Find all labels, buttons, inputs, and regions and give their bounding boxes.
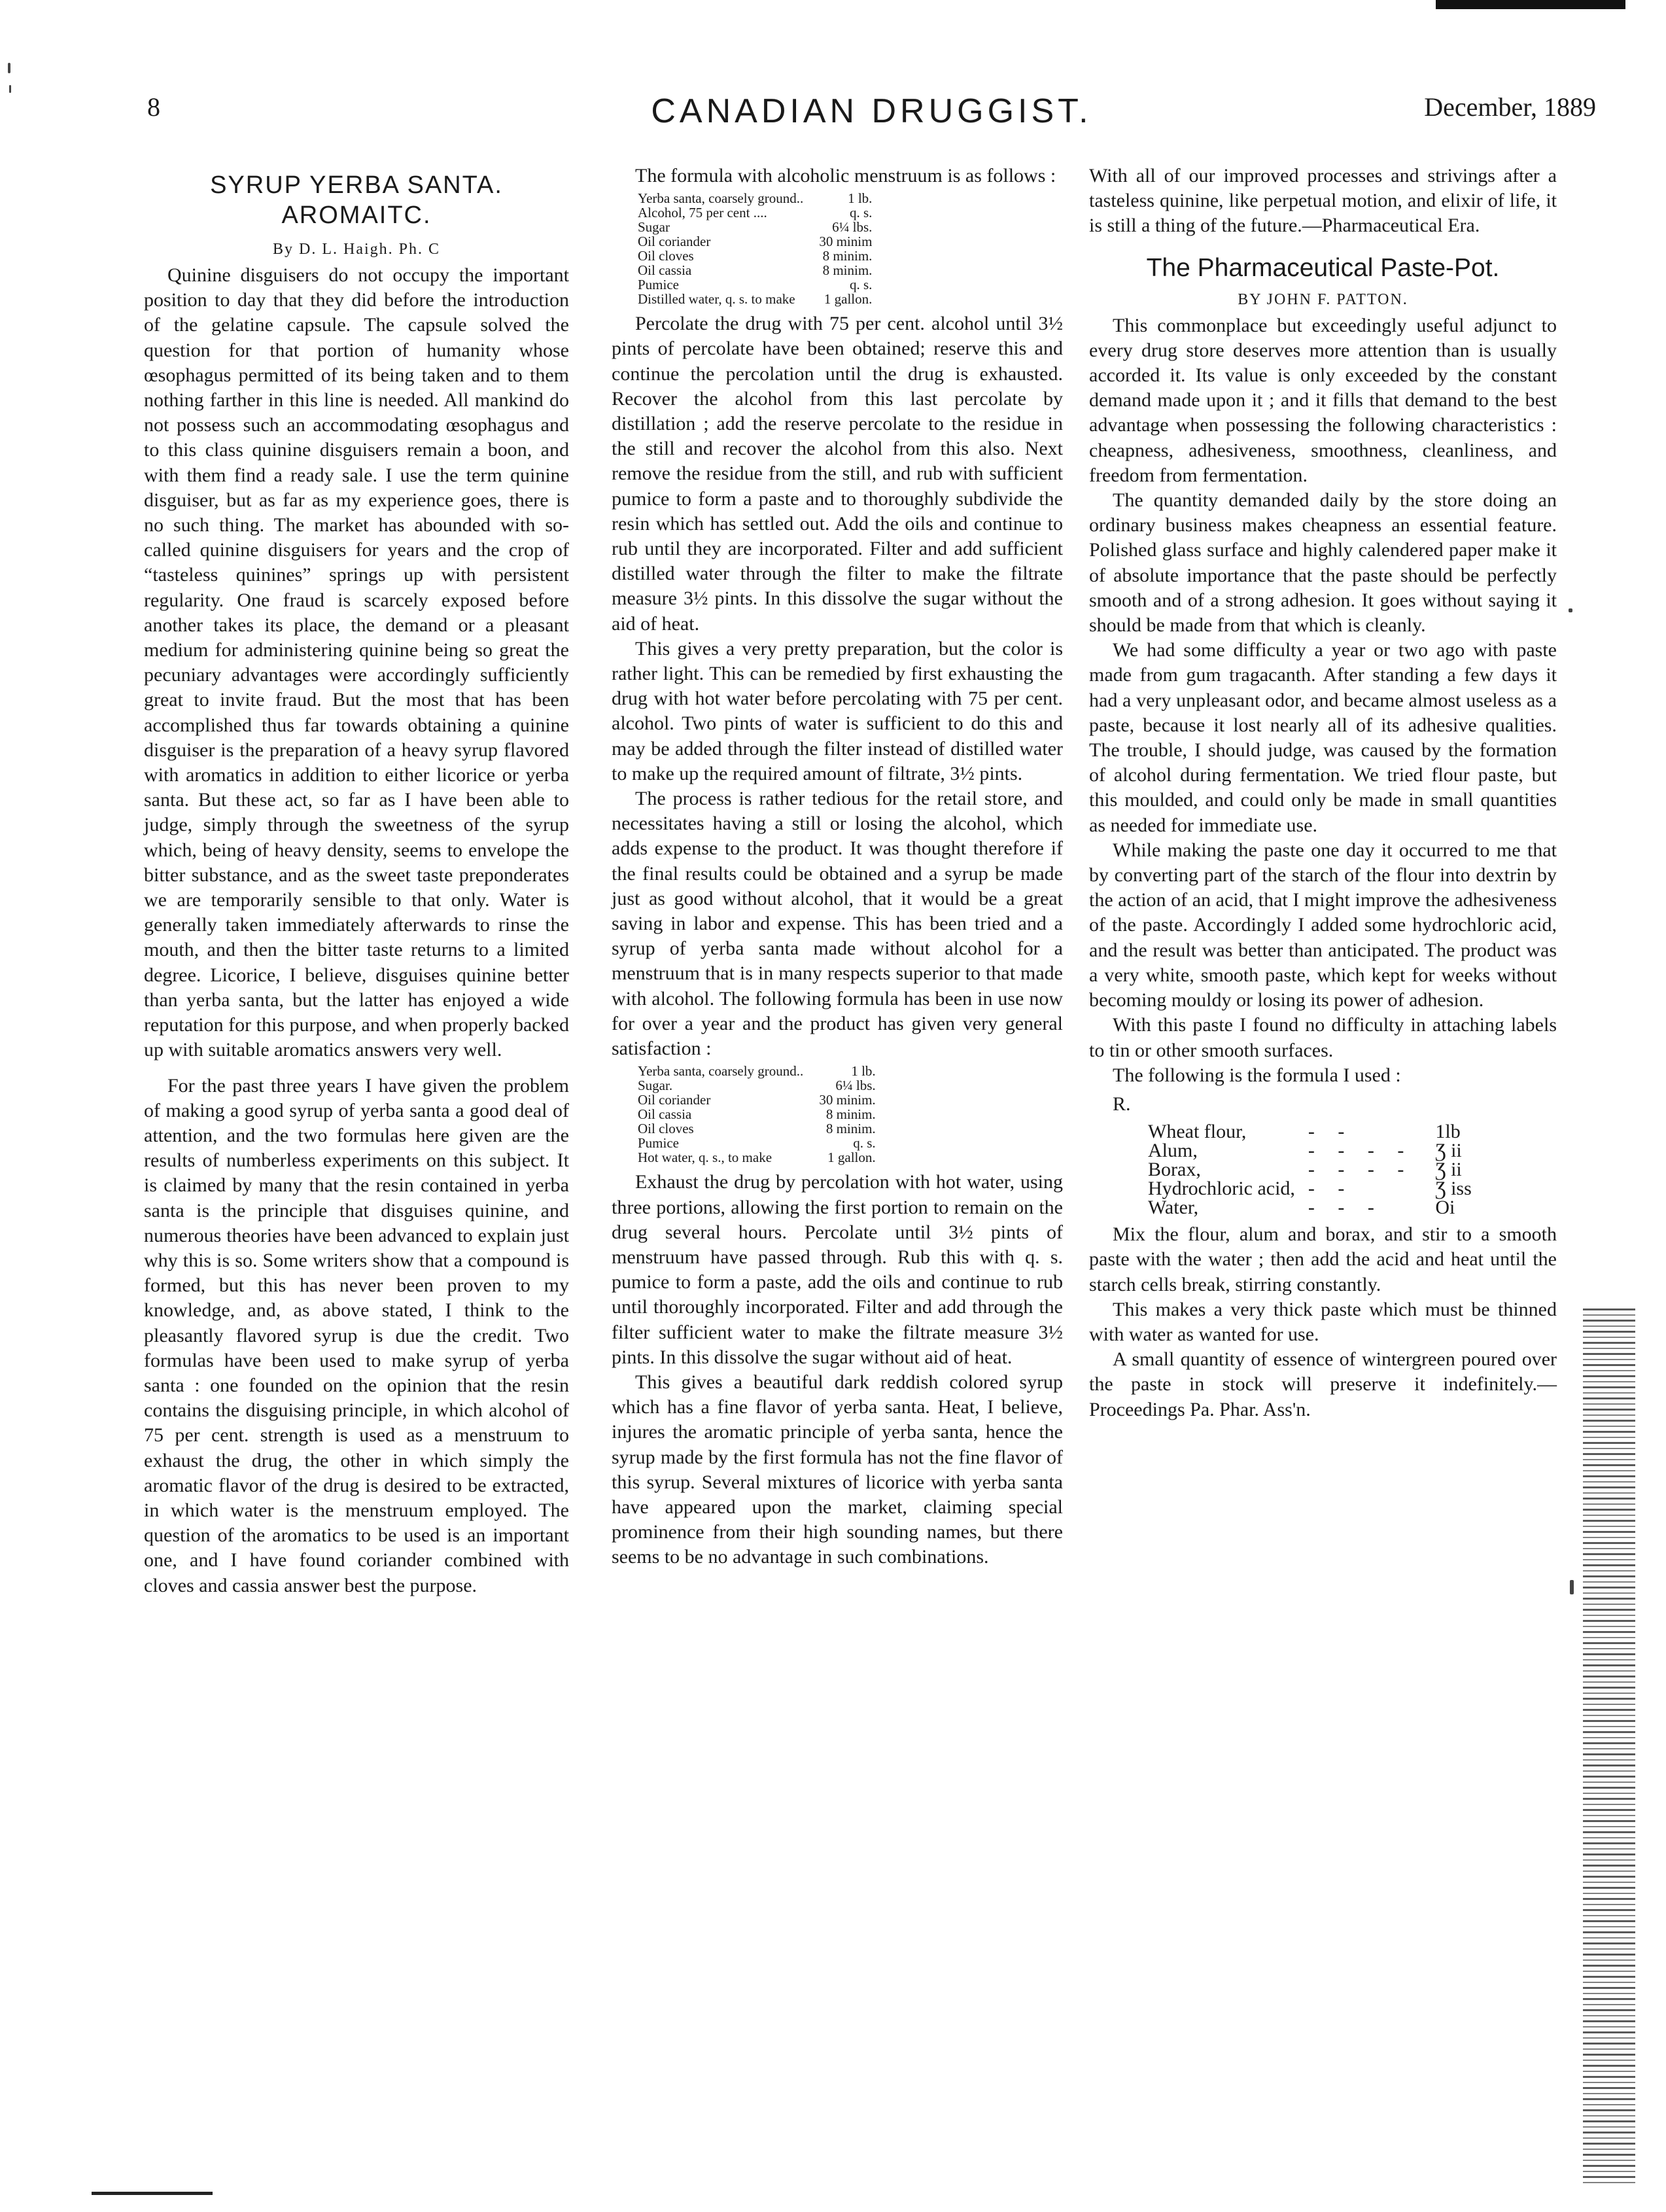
issue-date: December, 1889 xyxy=(1424,92,1596,122)
formula-qty: 1 gallon. xyxy=(824,291,873,307)
formula-item: Oil cassia xyxy=(638,1106,692,1123)
formula-item: Alum, xyxy=(1148,1140,1198,1162)
formula-row xyxy=(1148,1179,1472,1198)
formula-qty: 1 lb. xyxy=(851,1063,876,1080)
formula-qty: q. s. xyxy=(853,1135,876,1151)
column-3 xyxy=(1089,164,1557,1422)
article-byline: By D. L. Haigh. Ph. C xyxy=(272,241,440,258)
article-paragraph: While making the paste one day it occurred to me that by converting part of the starch of the flour into dextrin by the action of an acid, that I might improve the adhesiveness of the paste. Accordingly I added some hydrochloric acid, and the result was better than anticipated. The product was a very white, smooth paste, which kept for weeks without becoming mouldy or losing its power of adhesion. xyxy=(1089,839,1557,1011)
formula-leader: - - - xyxy=(1308,1197,1383,1219)
margin-speck xyxy=(1570,1580,1574,1594)
formula-row xyxy=(638,205,872,220)
formula-row xyxy=(638,1078,876,1093)
article-paragraph: The formula with alcoholic menstruum is as follows : xyxy=(635,165,1056,186)
formula-row xyxy=(1148,1160,1472,1179)
formula-row xyxy=(638,234,872,249)
column-1 xyxy=(144,164,569,1598)
formula-item: Water, xyxy=(1148,1197,1199,1219)
formula-qty: 1 lb. xyxy=(848,190,873,207)
formula-item: Borax, xyxy=(1148,1159,1201,1181)
formula-item: Sugar xyxy=(638,219,670,236)
bottom-rule xyxy=(92,2192,213,2195)
article-paragraph: The process is rather tedious for the retail store, and necessitates having a still or losing the alcohol, which adds expense to the product. It was thought therefore if the final results could be obtained and a syrup be made just as good without alcohol, that it would be a great saving in labor and expense. This has been tried and a syrup of yerba santa made without alcohol for a menstruum that is in many respects superior to that made with alcohol. The following formula has been in use now for over a year and the product has given very general satisfaction : xyxy=(612,788,1063,1060)
formula-leader: - - xyxy=(1308,1178,1354,1200)
formula-qty: 1lb xyxy=(1435,1121,1461,1143)
scan-edge-noise xyxy=(1583,1308,1635,2185)
formula-item: Hydrochloric acid, xyxy=(1148,1178,1295,1200)
recipe-symbol: R. xyxy=(1113,1093,1131,1115)
formula-row xyxy=(638,1107,876,1121)
formula-qty: 1 gallon. xyxy=(827,1150,876,1166)
page-header xyxy=(147,92,1596,144)
formula-item: Hot water, q. s., to make xyxy=(638,1150,772,1166)
formula-item: Oil coriander xyxy=(638,1092,711,1108)
formula-row xyxy=(638,220,872,234)
formula-item: Pumice xyxy=(638,1135,679,1151)
article-paragraph: Quinine disguisers do not occupy the important position to day that they did before the introduction of the gelatine capsule. The capsule solved the question for that portion of humanity whose œsophagus permitted of its being taken and to them nothing farther in this line is needed. All mankind do not possess such an accommodating œsophagus and to this class quinine disguisers remain a boon, and with them find a ready sale. I use the term quinine disguiser, but as far as my experience goes, there is no such thing. The market has abounded with so-called quinine disguisers for years and the crop of “tasteless quinines” springs up with persistent regularity. One fraud is scarcely exposed before another takes its place, the demand or a pleasant medium for administering quinine being so great the pecuniary advantages were accordingly sufficiently great to invite fraud. But the most that has been accomplished thus far towards obtaining a quinine disguiser is the preparation of a heavy syrup flavored with aromatics in addition to either licorice or yerba santa. But these act, so far as I have been able to judge, simply through the sweetness of the syrup which, being of heavy density, seems to envelope the bitter substance, and as the sweet taste preponderates we are temporarily sensible to that only. Water is generally taken immediately afterwards to rinse the mouth, and then the bitter taste returns to a limited degree. Licorice, I believe, disguises quinine better than yerba santa, but the latter has enjoyed a wide reputation for this purpose, and when properly backed up with suitable aromatics answers very well. xyxy=(144,264,569,1061)
article-paragraph: With this paste I found no difficulty in attaching labels to tin or other smooth surfaces. xyxy=(1089,1014,1557,1061)
formula-row xyxy=(638,1150,876,1165)
article-paragraph: Percolate the drug with 75 per cent. alcohol until 3½ pints of percolate have been obtained; reserve this and continue the percolation until the drug is exhausted. Recover the alcohol from this last percolate by distillation ; add the reserve percolate to the residue in the still and recover the alcohol from this also. Next remove the residue from the still, and rub with sufficient pumice to form a paste and to thoroughly subdivide the resin which has settled out. Add the oils and continue to rub until they are incorporated. Filter and add sufficient distilled water through the filter to make the filtrate measure 3½ pints. In this dissolve the sugar without the aid of heat. xyxy=(612,313,1063,635)
formula-qty: 6¼ lbs. xyxy=(832,219,873,236)
formula-row xyxy=(638,263,872,277)
article-paragraph: This gives a very pretty preparation, but the color is rather light. This can be remedied by first exhausting the drug with hot water before percolating with 75 per cent. alcohol. Two pints of water is sufficient to do this and may be added through the filter instead of distilled water to make up the required amount of filtrate, 3½ pints. xyxy=(612,637,1063,784)
formula-row xyxy=(1148,1141,1472,1160)
formula-qty: 8 minim. xyxy=(822,262,873,279)
formula-row xyxy=(1148,1198,1472,1217)
formula-row xyxy=(1148,1122,1472,1141)
formula-item: Alcohol, 75 per cent .... xyxy=(638,205,767,221)
margin-speck xyxy=(8,63,10,73)
formula-item: Pumice xyxy=(638,277,679,293)
article-paragraph: Exhaust the drug by percolation with hot water, using three portions, allowing the first portion to remain on the drug several hours. Percolate until 3½ pints of menstruum have passed through. Rub this with q. s. pumice to form a paste, add the oils and continue to rub until thoroughly incorporated. Filter and add through the filter sufficient water to make the filtrate measure 3½ pints. In this dissolve the sugar without aid of heat. xyxy=(612,1171,1063,1368)
formula-qty: 8 minim. xyxy=(825,1106,876,1123)
page-number: 8 xyxy=(147,92,160,122)
formula-qty: 6¼ lbs. xyxy=(835,1078,876,1094)
article-paragraph: This gives a beautiful dark reddish colored syrup which has a fine flavor of yerba santa. Heat, I believe, injures the aromatic principle of yerba santa, hence the syrup made by the first formula has not the fine flavor of this syrup. Several mixtures of licorice with yerba santa have appeared upon the market, claiming special prominence from their high sounding names, but there seems to be no advantage in such combinations. xyxy=(612,1371,1063,1568)
article-byline: BY JOHN F. PATTON. xyxy=(1238,290,1408,308)
article-paragraph: This makes a very thick paste which must be thinned with water as wanted for use. xyxy=(1089,1298,1557,1345)
margin-speck xyxy=(1569,608,1572,612)
formula-item: Yerba santa, coarsely ground.. xyxy=(638,1063,804,1080)
formula-item: Oil cloves xyxy=(638,1121,694,1137)
formula-qty: Ʒ ii xyxy=(1435,1140,1462,1162)
article-title-syrup-yerba-santa: SYRUP YERBA SANTA. AROMAITC. xyxy=(210,171,503,229)
formula-qty: 30 minim. xyxy=(819,1092,876,1108)
formula-row xyxy=(638,277,872,292)
formula-water-menstruum xyxy=(638,1064,876,1165)
formula-item: Distilled water, q. s. to make xyxy=(638,291,795,307)
formula-leader: - - - - xyxy=(1308,1159,1414,1181)
article-paragraph: The quantity demanded daily by the store doing an ordinary business makes cheapness an essential feature. Polished glass surface and highly calendered paper make it of absolute importance that the paste should be perfectly smooth and of a strong adhesion. It goes without saying it should be made from that which is cleanly. xyxy=(1089,489,1557,637)
formula-qty: 30 minim xyxy=(819,234,873,250)
formula-row xyxy=(638,1136,876,1150)
top-edge-bar xyxy=(1436,0,1625,9)
formula-item: Sugar. xyxy=(638,1078,673,1094)
formula-item: Oil cassia xyxy=(638,262,692,279)
formula-row xyxy=(638,249,872,263)
formula-leader: - - xyxy=(1308,1121,1354,1143)
article-paragraph: Mix the flour, alum and borax, and stir to a smooth paste with the water ; then add the acid and heat until the starch cells break, stirring constantly. xyxy=(1089,1223,1557,1295)
formula-row xyxy=(638,292,872,306)
formula-qty: Ʒ ii xyxy=(1435,1159,1462,1181)
formula-item: Yerba santa, coarsely ground.. xyxy=(638,190,804,207)
paste-formula xyxy=(1148,1122,1472,1217)
article-paragraph-continued: With all of our improved processes and strivings after a tasteless quinine, like perpetual motion, and elixir of life, it is still a thing of the future.—Pharmaceutical Era. xyxy=(1089,165,1557,237)
formula-qty: q. s. xyxy=(849,277,873,293)
formula-qty: 8 minim. xyxy=(825,1121,876,1137)
formula-qty: Ʒ iss xyxy=(1435,1178,1472,1200)
margin-speck xyxy=(9,85,11,93)
journal-title: CANADIAN DRUGGIST. xyxy=(651,92,1092,130)
column-2 xyxy=(612,164,1063,1570)
formula-row xyxy=(638,1093,876,1107)
article-paragraph: This commonplace but exceedingly useful adjunct to every drug store deserves more attention than is usually accorded it. Its value is only exceeded by the constant demand made upon it ; and it fills that demand to the best advantage when possessing the following characteristics : cheapness, adhesiveness, smoothness, cleanliness, and freedom from fermentation. xyxy=(1089,314,1557,486)
article-paragraph: For the past three years I have given the problem of making a good syrup of yerba santa a good deal of attention, and the two formulas here given are the results of numberless experiments on this subject. It is claimed by many that the resin contained in yerba santa is the principle that disguises quinine, and numerous theories have been advanced to explain just why this is so. Some writers show that a compound is formed, but this has never been proven to my knowledge, and, as above stated, I think to the pleasantly flavored syrup is due the credit. Two formulas have been used to make syrup of yerba santa : one founded on the opinion that the resin contains the disguising principle, in which alcohol of 75 per cent. strength is used as a menstruum to exhaust the drug, the other in which simply the aromatic flavor of the drug is desired to be extracted, in which water is the menstruum employed. The question of the aromatics to be used is an important one, and I have found coriander combined with cloves and cassia answer best the purpose. xyxy=(144,1074,569,1596)
formula-row xyxy=(638,1064,876,1078)
formula-qty: 8 minim. xyxy=(822,248,873,264)
article-paragraph: A small quantity of essence of wintergreen poured over the paste in stock will preserve it indefinitely.—Proceedings Pa. Phar. Ass'n. xyxy=(1089,1348,1557,1420)
article-paragraph: We had some difficulty a year or two ago with paste made from gum tragacanth. After standing a few days it had a very unpleasant odor, and became almost useless as a paste, because it lost nearly all of its adhesive qualities. The trouble, I should judge, was caused by the formation of alcohol during fermentation. We tried flour paste, but this moulded, and could only be made in small quantities as needed for immediate use. xyxy=(1089,639,1557,836)
article-paragraph: The following is the formula I used : xyxy=(1113,1064,1401,1086)
formula-item: Oil coriander xyxy=(638,234,711,250)
article-title-pharmaceutical-paste-pot: The Pharmaceutical Paste-Pot. xyxy=(1146,253,1500,282)
formula-qty: Oi xyxy=(1435,1197,1455,1219)
formula-qty: q. s. xyxy=(849,205,873,221)
formula-row xyxy=(638,1121,876,1136)
formula-alcoholic-menstruum xyxy=(638,191,872,306)
formula-item: Oil cloves xyxy=(638,248,694,264)
formula-row xyxy=(638,191,872,205)
formula-item: Wheat flour, xyxy=(1148,1121,1247,1143)
formula-leader: - - - - xyxy=(1308,1140,1414,1162)
